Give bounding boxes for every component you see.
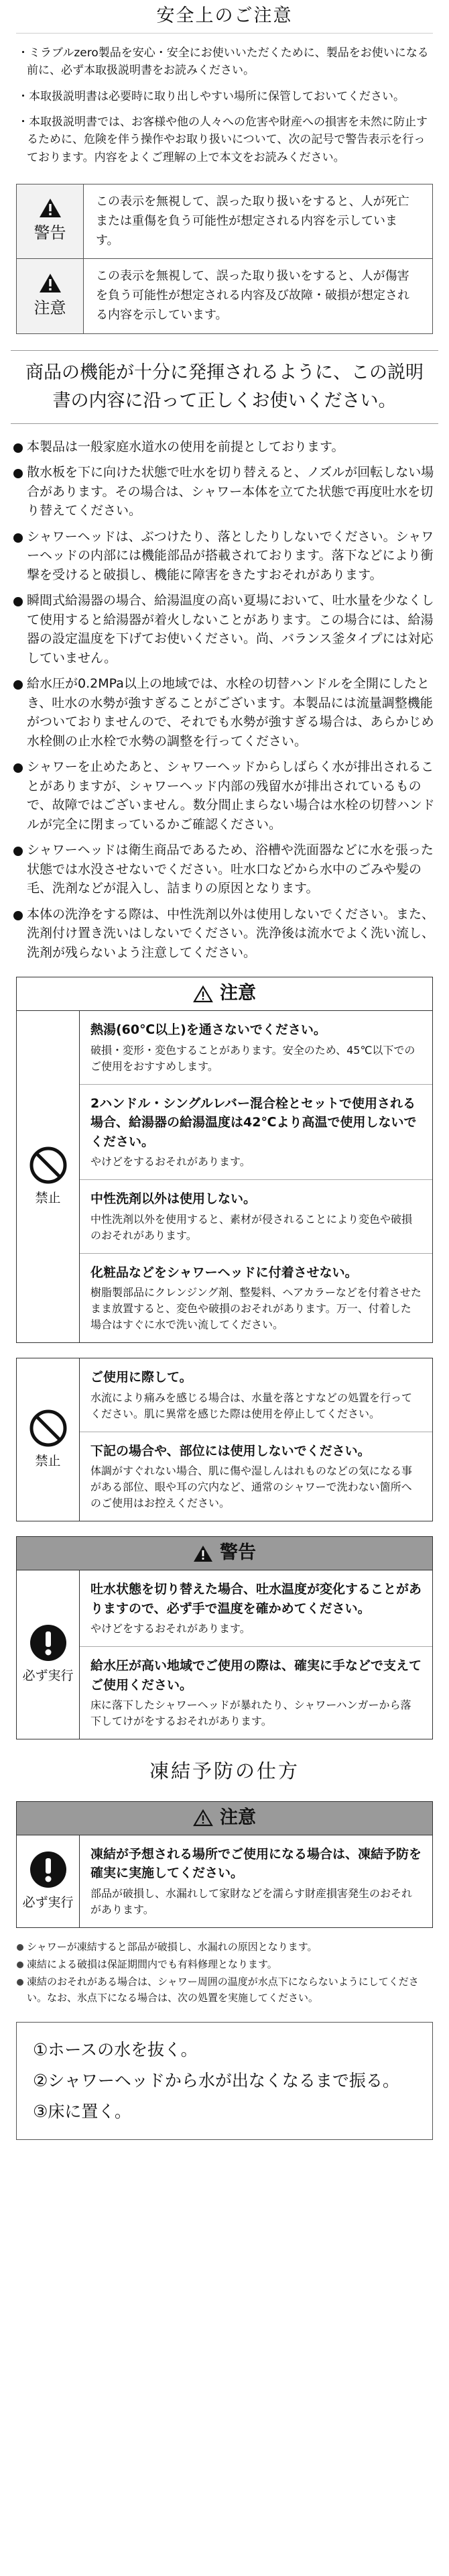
freeze-caution-panel (16, 1801, 433, 1928)
caution-items (80, 1358, 432, 1521)
freeze-note: 凍結のおそれがある場合は、シャワー周囲の温度が水点下にならないようにしてください。なお、氷点下になる場合は、次の処置を実施してください。 (16, 1974, 433, 2006)
intro-bullet: ・本取扱説明書では、お客様や他の人々への危害や財産への損害を未然に防止するために、危険を伴う操作やお取り扱いについて、次の記号で警告表示を行っております。内容をよくご理解の上で本文をお読みください。 (17, 115, 428, 164)
warning-item-heading: 吐水状態を切り替えた場合、吐水温度が変化することがありますので、必ず手で温度を確かめてください。 (90, 1582, 422, 1616)
caution-item-heading: 下記の場合や、部位には使用しないでください。 (90, 1443, 371, 1458)
caution-panel-header (17, 977, 432, 1011)
section-heading: 商品の機能が十分に発揮されるように、この説明書の内容に沿って正しくお使いください。 (11, 350, 438, 424)
warning-panel-header (17, 1537, 432, 1570)
caution-panel-body (17, 1358, 432, 1521)
warning-sign (17, 184, 84, 258)
caution-item (80, 1254, 432, 1343)
caution-triangle-icon (39, 273, 62, 293)
freeze-panel-title: 注意 (220, 1807, 256, 1828)
freeze-steps-box (16, 2022, 433, 2141)
warning-panel-title: 警告 (220, 1542, 256, 1564)
prohibited-mark (17, 1011, 80, 1342)
caution-item-detail: 中性洗剤以外を使用すると、素材が侵されることにより変色や破損のおそれがあります。 (90, 1212, 413, 1242)
mandatory-action-icon (29, 1850, 68, 1889)
caution-sign-row (17, 258, 432, 333)
freeze-panel-header (17, 1802, 432, 1835)
prohibited-icon (29, 1146, 68, 1185)
caution-item-detail: 体調がすぐれない場合、肌に傷や湿しんはれものなどの気になる事がある部位、眼や耳の穴内など、通常のシャワーで洗わない箇所へのご使用はお控えください。 (90, 1464, 413, 1510)
usage-note: 本体の洗浄をする際は、中性洗剤以外は使用しないでください。また、洗剤付け置き洗いはしないでください。洗浄後は流水でよく洗い流し、洗剤が残らないよう注意してください。 (12, 905, 437, 963)
sign-legend (16, 184, 433, 334)
caution-item-detail: 樹脂製部品にクレンジング剤、整髪料、ヘアカラーなどを付着させたまま放置すると、変色や破損のおそれがあります。万一、付着した場合はすぐに水で洗い流してください。 (90, 1286, 422, 1332)
prohibited-label: 禁止 (35, 1453, 61, 1468)
usage-note: 給水圧が0.2MPa以上の地域では、水栓の切替ハンドルを全開にしたとき、吐水の水勢が強すぎることがございます。本製品には流量調整機能がついておりませんので、それでも水勢が強すぎる場合は、あらかじめ水栓側の止水栓で水勢の調整を行ってください。 (12, 674, 437, 751)
freeze-prevention-title: 凍結予防の仕方 (149, 1760, 300, 1783)
warning-item-heading: 給水圧が高い地域でご使用の際は、確実に手などで支えてご使用ください。 (90, 1658, 422, 1693)
caution-item (80, 1180, 432, 1254)
warning-item-detail: やけどをするおそれがあります。 (90, 1622, 251, 1635)
caution-item-heading: ご使用に際して。 (90, 1370, 192, 1385)
freeze-item-detail: 部品が破損し、水漏れして家財などを濡らす財産損害発生のおそれがあります。 (90, 1886, 413, 1916)
prohibited-icon (29, 1409, 68, 1448)
freeze-item (80, 1835, 432, 1927)
mandatory-mark (17, 1570, 80, 1739)
mandatory-action-icon (29, 1623, 68, 1662)
caution-item (80, 1085, 432, 1181)
mandatory-mark (17, 1835, 80, 1927)
usage-note: シャワーヘッドは、ぶつけたり、落としたりしないでください。シャワーヘッドの内部には機能部品が搭載されております。落下などにより衝撃を受けると破損し、機能に障害をきたすおそれがあります。 (12, 527, 437, 585)
warning-label: 警告 (34, 223, 66, 243)
warning-item-detail: 床に落下したシャワーヘッドが暴れたり、シャワーハンガーから落下してけがをするおそれがあります。 (90, 1699, 411, 1728)
usage-note: シャワーヘッドは衛生商品であるため、浴槽や洗面器などに水を張った状態では水没させないでください。吐水口などから水中のごみや髪の毛、洗剤などが混入し、詰まりの原因となります。 (12, 841, 437, 898)
caution-item-heading: 2ハンドル・シングルレバー混合栓とセットで使用される場合、給湯器の給湯温度は42℃より高温で使用しないでください。 (90, 1095, 417, 1149)
warning-triangle-icon (193, 1545, 213, 1562)
freeze-step: ②シャワーヘッドから水が出なくなるまで振る。 (33, 2070, 399, 2090)
caution-panel-usage (16, 1358, 433, 1521)
caution-item-heading: 熱湯(60℃以上)を通さないでください。 (90, 1022, 326, 1038)
caution-outline-icon (193, 1809, 213, 1827)
caution-item-detail: やけどをするおそれがあります。 (90, 1155, 251, 1169)
freeze-note: 凍結による破損は保証期間内でも有料修理となります。 (16, 1956, 433, 1972)
freeze-item-heading: 凍結が予想される場所でご使用になる場合は、凍結予防を確実に実施してください。 (90, 1846, 422, 1881)
caution-text: この表示を無視して、誤った取り扱いをすると、人が傷害を負う可能性が想定される内容及び故障・破損が想定される内容を示しています。 (96, 269, 409, 323)
usage-note: シャワーを止めたあと、シャワーヘッドからしばらく水が排出されることがありますが、シャワーヘッド内部の残留水が排出されているもので、故障ではございません。数分間止まらない場合は水栓の切替ハンドルが完全に閉まっているかご確認ください。 (12, 757, 437, 834)
caution-item-detail: 水流により痛みを感じる場合は、水量を落とすなどの処置を行ってください。肌に異常を感じた際は使用を停止してください。 (90, 1391, 413, 1420)
warning-triangle-icon (39, 198, 62, 218)
usage-notes (0, 424, 449, 963)
intro-bullets (0, 34, 449, 180)
caution-panel-body (17, 1011, 432, 1342)
mandatory-label: 必ず実行 (22, 1668, 74, 1684)
warning-text: この表示を無視して、誤った取り扱いをすると、人が死亡または重傷を負う可能性が想定される内容を示しています。 (96, 195, 409, 248)
caution-outline-icon (193, 985, 213, 1003)
warning-panel-body (17, 1570, 432, 1739)
caution-item (80, 1432, 432, 1521)
caution-item-detail: 破損・変形・変色することがあります。安全のため、45℃以下でのご使用をおすすめします。 (90, 1043, 415, 1073)
caution-panel-title: 注意 (220, 983, 256, 1004)
intro-bullet: ・ミラブルzero製品を安心・安全にお使いいただくために、製品をお使いになる前に、必ず本取扱説明書をお読みください。 (17, 46, 429, 78)
intro-bullet: ・本取扱説明書は必要時に取り出しやすい場所に保管しておいてください。 (17, 89, 405, 103)
mandatory-label: 必ず実行 (22, 1894, 74, 1910)
warning-panel (16, 1536, 433, 1739)
caution-sign (17, 259, 84, 333)
caution-item-heading: 化粧品などをシャワーヘッドに付着させない。 (90, 1265, 358, 1280)
usage-note: 本製品は一般家庭水道水の使用を前提としております。 (12, 437, 437, 457)
warning-items (80, 1570, 432, 1739)
caution-panel-prohibited (16, 977, 433, 1343)
page-title: 安全上のご注意 (16, 0, 433, 34)
usage-note: 瞬間式給湯器の場合、給湯温度の高い夏場において、吐水量を少なくして使用すると給湯器が着火しないことがあります。この場合には、給湯器の設定温度を下げてお使いください。尚、バランス釜タイプには対応していません。 (12, 591, 437, 667)
warning-item (80, 1570, 432, 1647)
freeze-note: シャワーが凍結すると部品が破損し、水漏れの原因となります。 (16, 1939, 433, 1955)
caution-item-heading: 中性洗剤以外は使用しない。 (90, 1191, 257, 1207)
caution-label: 注意 (34, 298, 66, 317)
caution-items (80, 1011, 432, 1342)
caution-item (80, 1011, 432, 1085)
freeze-step: ③床に置く。 (33, 2102, 131, 2122)
caution-item (80, 1358, 432, 1432)
warning-sign-row (17, 184, 432, 258)
freeze-items (80, 1835, 432, 1927)
freeze-step: ①ホースの水を抜く。 (33, 2039, 198, 2059)
usage-note: 散水板を下に向けた状態で吐水を切り替えると、ノズルが回転しない場合があります。その場合は、シャワー本体を立てた状態で再度吐水を切り替えてください。 (12, 463, 437, 521)
freeze-notes (0, 1928, 449, 2006)
warning-item (80, 1647, 432, 1739)
freeze-panel-body (17, 1835, 432, 1927)
prohibited-label: 禁止 (35, 1190, 61, 1205)
prohibited-mark (17, 1358, 80, 1521)
